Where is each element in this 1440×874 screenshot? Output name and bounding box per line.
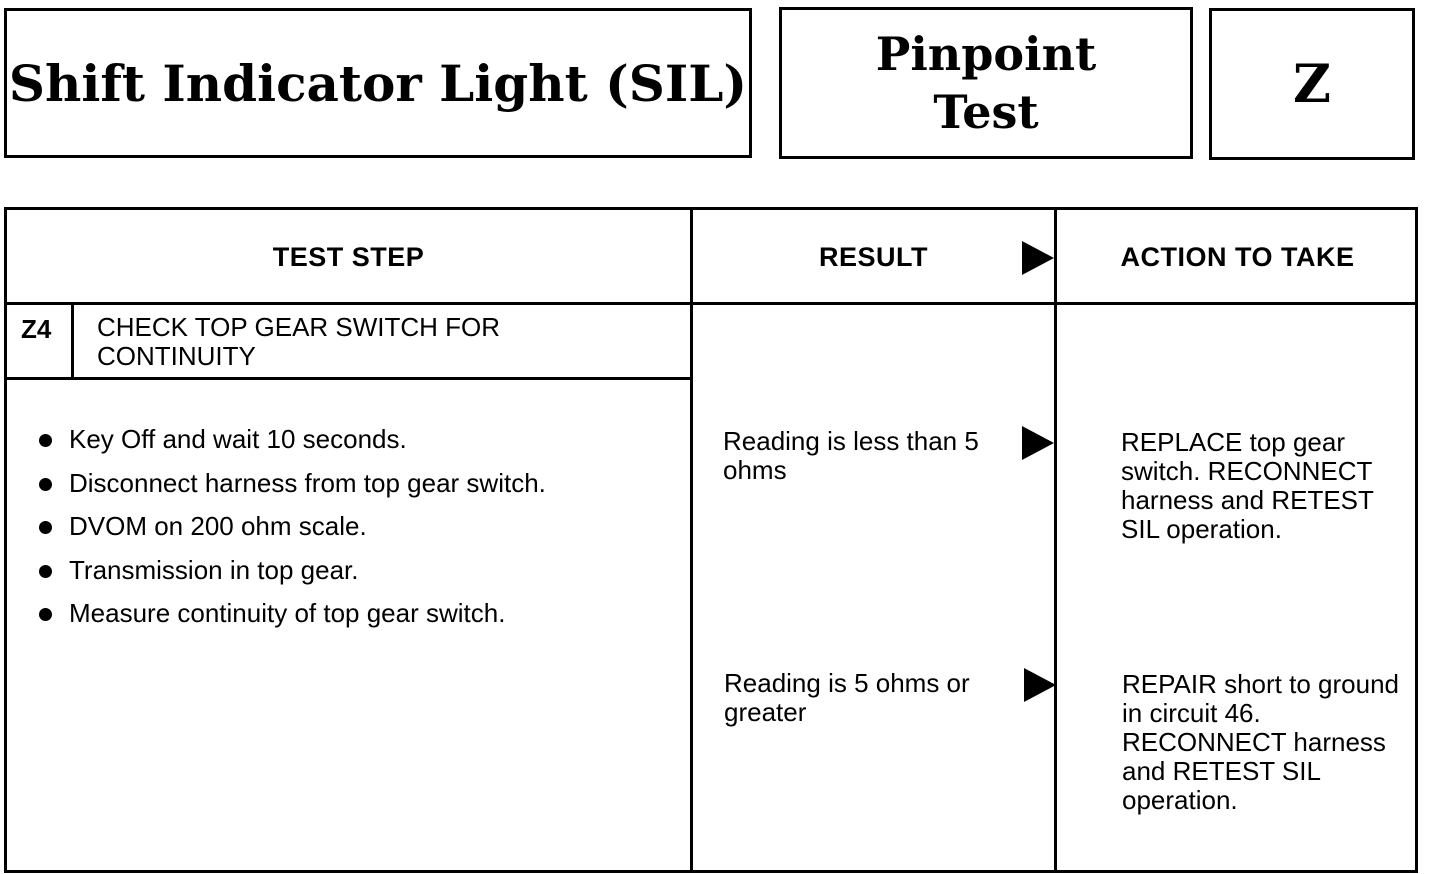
step-id: Z4 (21, 314, 52, 344)
outcome-arrow-icon (1024, 668, 1056, 702)
action-replace-switch: REPLACE top gear switch. RECONNECT harness and RETEST SIL operation. (1121, 427, 1374, 544)
column-header-test-step: TEST STEP (272, 241, 425, 272)
column-divider-1 (690, 210, 693, 870)
outcome-arrow-icon (1022, 426, 1054, 460)
instruction-item: Disconnect harness from top gear switch. (37, 469, 546, 513)
result-arrow-icon (1022, 241, 1054, 275)
column-header-action: ACTION TO TAKE (1120, 241, 1355, 272)
step-title: CHECK TOP GEAR SWITCH FOR CONTINUITY (97, 312, 501, 371)
test-code-box (1209, 8, 1415, 160)
instruction-item: Transmission in top gear. (37, 556, 546, 600)
result-5-ohms-or-greater: Reading is 5 ohms or greater (724, 668, 970, 727)
pinpoint-label: Pinpoint (875, 27, 1097, 81)
instruction-item: Measure continuity of top gear switch. (37, 599, 546, 643)
result-less-than-5-ohms: Reading is less than 5 ohms (723, 426, 979, 485)
column-header-result: RESULT (819, 241, 928, 272)
test-code: Z (1293, 53, 1331, 115)
action-repair-short: REPAIR short to ground in circuit 46. RECONNECT harness and RETEST SIL operation. (1122, 669, 1399, 815)
test-title-box (4, 8, 752, 158)
step-id-divider (71, 305, 74, 378)
pinpoint-test-box (779, 7, 1193, 159)
test-label: Test (933, 85, 1039, 139)
step-instructions (37, 425, 546, 643)
instruction-item: Key Off and wait 10 seconds. (37, 425, 546, 469)
test-title: Shift Indicator Light (SIL) (8, 53, 748, 113)
step-title-divider (7, 377, 690, 380)
column-divider-2 (1054, 210, 1057, 870)
pinpoint-test-table (4, 207, 1418, 873)
instruction-item: DVOM on 200 ohm scale. (37, 512, 546, 556)
